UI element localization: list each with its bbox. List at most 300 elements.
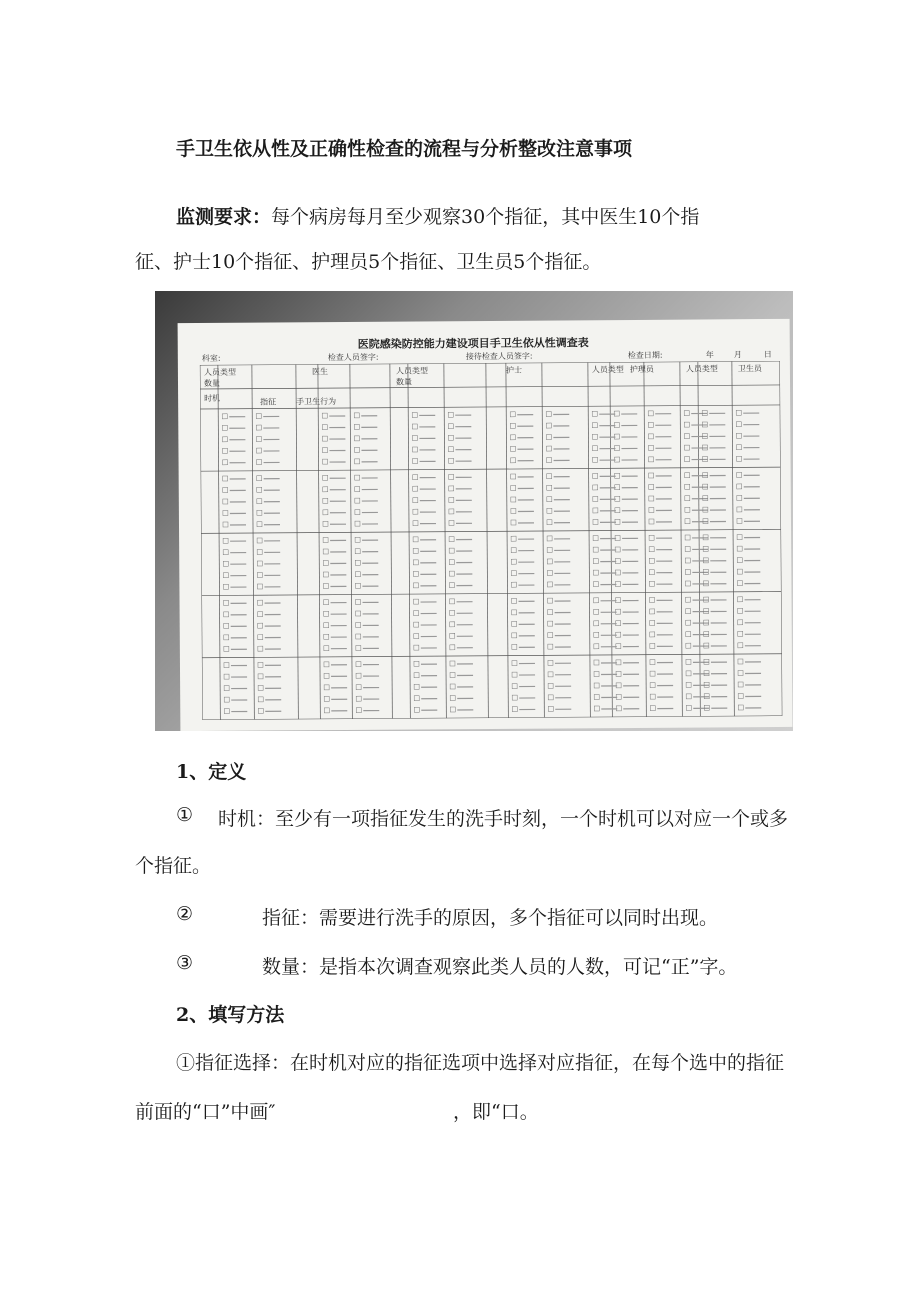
form-checkbox <box>413 583 418 588</box>
form-checkbox <box>738 608 743 613</box>
form-checkbox <box>685 496 690 501</box>
form-checkbox <box>686 597 691 602</box>
form-checkbox <box>686 659 691 664</box>
form-checkbox <box>449 474 454 479</box>
form-checkbox <box>414 673 419 678</box>
form-checkbox <box>511 497 516 502</box>
form-checkbox <box>413 521 418 526</box>
form-checkbox <box>510 435 515 440</box>
form-checkbox <box>356 634 361 639</box>
form-checkbox <box>323 510 328 515</box>
form-checkbox <box>593 457 598 462</box>
form-grid-line <box>610 362 612 717</box>
form-checkbox <box>650 643 655 648</box>
form-checkbox <box>685 507 690 512</box>
form-checkbox <box>592 411 597 416</box>
form-checkbox <box>324 662 329 667</box>
form-checkbox <box>258 635 263 640</box>
form-checkbox <box>738 631 743 636</box>
nurse-header: 护士 <box>505 365 522 375</box>
form-checkbox <box>324 634 329 639</box>
form-checkbox <box>548 598 553 603</box>
date-label: 检查日期: <box>627 350 663 360</box>
form-grid-line <box>202 716 782 720</box>
form-checkbox <box>450 645 455 650</box>
form-checkbox <box>324 611 329 616</box>
form-checkbox <box>224 697 229 702</box>
form-checkbox <box>650 620 655 625</box>
form-checkbox <box>686 620 691 625</box>
form-checkbox <box>548 633 553 638</box>
indication-col-header: 指征 <box>260 397 277 407</box>
form-checkbox <box>512 672 517 677</box>
form-checkbox <box>323 572 328 577</box>
form-checkbox <box>686 694 691 699</box>
form-checkbox <box>356 685 361 690</box>
form-checkbox <box>224 709 229 714</box>
form-checkbox <box>414 622 419 627</box>
form-checkbox <box>738 682 743 687</box>
form-checkbox <box>684 434 689 439</box>
form-checkbox <box>449 509 454 514</box>
form-checkbox <box>355 572 360 577</box>
form-checkbox <box>412 447 417 452</box>
form-checkbox <box>413 560 418 565</box>
staff-type-label-doctor: 人员类型 <box>203 367 236 377</box>
item1-text-line2: 个指征。 <box>135 855 212 877</box>
item1-marker: ① <box>176 804 194 826</box>
form-checkbox <box>355 537 360 542</box>
requirement-paragraph <box>176 202 699 229</box>
form-checkbox <box>512 633 517 638</box>
form-grid-line <box>318 364 320 719</box>
form-checkbox <box>650 597 655 602</box>
form-grid-line <box>506 363 508 718</box>
form-checkbox <box>685 484 690 489</box>
form-checkbox <box>324 623 329 628</box>
form-checkbox <box>547 474 552 479</box>
form-checkbox <box>224 612 229 617</box>
action-col-header: 手卫生行为 <box>296 397 337 407</box>
form-checkbox <box>593 559 598 564</box>
form-checkbox <box>322 413 327 418</box>
form-grid-line <box>200 365 202 720</box>
method-text-line1: ①指征选择：在时机对应的指征选项中选择对应指征，在每个选中的指征 <box>176 1052 785 1074</box>
form-checkbox <box>685 473 690 478</box>
item2-text: 指征：需要进行洗手的原因，多个指征可以同时出现。 <box>262 907 719 929</box>
form-checkbox <box>322 425 327 430</box>
form-checkbox <box>593 508 598 513</box>
form-checkbox <box>512 684 517 689</box>
form-checkbox <box>356 662 361 667</box>
requirement-text-line2: 征、护士10个指征、护理员5个指征、卫生员5个指征。 <box>135 251 602 273</box>
form-checkbox <box>685 519 690 524</box>
form-checkbox <box>324 646 329 651</box>
form-checkbox <box>512 644 517 649</box>
form-checkbox <box>223 561 228 566</box>
form-checkbox <box>256 425 261 430</box>
form-checkbox <box>650 660 655 665</box>
form-checkbox <box>593 570 598 575</box>
form-checkbox <box>222 448 227 453</box>
form-checkbox <box>257 538 262 543</box>
form-checkbox <box>592 423 597 428</box>
form-checkbox <box>737 456 742 461</box>
form-checkbox <box>356 645 361 650</box>
form-grid-line <box>644 362 646 717</box>
form-checkbox <box>738 597 743 602</box>
form-checkbox <box>593 547 598 552</box>
form-checkbox <box>354 413 359 418</box>
form-checkbox <box>450 707 455 712</box>
document-title: 手卫生依从性及正确性检查的流程与分析整改注意事项 <box>176 138 633 160</box>
form-checkbox <box>649 457 654 462</box>
form-checkbox <box>450 633 455 638</box>
form-checkbox <box>323 583 328 588</box>
form-checkbox <box>257 460 262 465</box>
count-label-nurse: 数量 <box>395 377 413 387</box>
form-checkbox <box>547 570 552 575</box>
form-table <box>200 361 782 720</box>
survey-form-paper <box>178 319 793 731</box>
form-checkbox <box>450 622 455 627</box>
form-grid-line <box>252 365 254 720</box>
form-checkbox <box>737 495 742 500</box>
form-checkbox <box>322 436 327 441</box>
form-checkbox <box>546 435 551 440</box>
form-checkbox <box>548 621 553 626</box>
form-checkbox <box>224 623 229 628</box>
form-checkbox <box>414 696 419 701</box>
form-checkbox <box>547 485 552 490</box>
form-checkbox <box>593 582 598 587</box>
staff-type-label-caregiver: 人员类型 <box>591 365 624 375</box>
form-checkbox <box>355 521 360 526</box>
form-checkbox <box>548 706 553 711</box>
form-checkbox <box>592 446 597 451</box>
form-checkbox <box>356 673 361 678</box>
form-checkbox <box>354 424 359 429</box>
form-checkbox <box>548 683 553 688</box>
form-checkbox <box>413 498 418 503</box>
form-checkbox <box>737 518 742 523</box>
form-checkbox <box>355 549 360 554</box>
form-checkbox <box>512 610 517 615</box>
form-checkbox <box>450 610 455 615</box>
form-checkbox <box>448 447 453 452</box>
form-checkbox <box>685 457 690 462</box>
form-grid-line <box>444 363 446 718</box>
form-checkbox <box>256 448 261 453</box>
form-checkbox <box>594 644 599 649</box>
form-checkbox <box>510 423 515 428</box>
form-checkbox <box>649 508 654 513</box>
form-grid-line <box>202 654 782 658</box>
form-checkbox <box>594 706 599 711</box>
form-checkbox <box>414 707 419 712</box>
form-checkbox <box>414 634 419 639</box>
form-checkbox <box>686 682 691 687</box>
form-checkbox <box>737 535 742 540</box>
form-checkbox <box>258 662 263 667</box>
year-label: 年 <box>705 350 714 360</box>
form-checkbox <box>736 433 741 438</box>
form-checkbox <box>257 522 262 527</box>
form-checkbox <box>686 705 691 710</box>
form-checkbox <box>511 559 516 564</box>
form-checkbox <box>650 609 655 614</box>
form-checkbox <box>450 696 455 701</box>
form-checkbox <box>738 694 743 699</box>
form-checkbox <box>685 569 690 574</box>
form-checkbox <box>224 674 229 679</box>
form-checkbox <box>547 582 552 587</box>
form-checkbox <box>512 707 517 712</box>
form-checkbox <box>592 434 597 439</box>
form-checkbox <box>324 685 329 690</box>
form-checkbox <box>449 583 454 588</box>
timing-col-header: 时机 <box>204 393 221 403</box>
form-checkbox <box>257 487 262 492</box>
form-checkbox <box>512 621 517 626</box>
form-checkbox <box>547 547 552 552</box>
method-text-line2a: 前面的“口”中画″ <box>135 1101 276 1123</box>
form-checkbox <box>736 445 741 450</box>
form-checkbox <box>736 422 741 427</box>
form-checkbox <box>224 646 229 651</box>
form-checkbox <box>738 705 743 710</box>
form-checkbox <box>685 535 690 540</box>
form-checkbox <box>649 570 654 575</box>
form-checkbox <box>258 697 263 702</box>
form-checkbox <box>223 499 228 504</box>
form-checkbox <box>685 581 690 586</box>
form-checkbox <box>736 410 741 415</box>
form-checkbox <box>511 508 516 513</box>
form-checkbox <box>511 485 516 490</box>
inspector-label: 检查人员签字: <box>327 352 379 363</box>
form-checkbox <box>449 548 454 553</box>
form-checkbox <box>546 423 551 428</box>
form-checkbox <box>737 484 742 489</box>
form-grid-line <box>486 363 488 718</box>
form-checkbox <box>356 611 361 616</box>
form-checkbox <box>323 459 328 464</box>
form-checkbox <box>594 621 599 626</box>
form-checkbox <box>356 708 361 713</box>
form-checkbox <box>414 599 419 604</box>
form-checkbox <box>412 412 417 417</box>
form-checkbox <box>258 708 263 713</box>
form-checkbox <box>546 446 551 451</box>
form-checkbox <box>323 521 328 526</box>
form-checkbox <box>547 559 552 564</box>
form-checkbox <box>258 646 263 651</box>
form-title: 医院感染防控能力建设项目手卫生依从性调查表 <box>357 336 589 351</box>
form-checkbox <box>413 548 418 553</box>
form-checkbox <box>450 599 455 604</box>
form-grid-line <box>201 592 781 596</box>
form-checkbox <box>449 537 454 542</box>
staff-type-label-cleaner: 人员类型 <box>685 364 718 374</box>
form-checkbox <box>324 696 329 701</box>
form-checkbox <box>648 434 653 439</box>
form-checkbox <box>511 548 516 553</box>
form-checkbox <box>224 635 229 640</box>
form-checkbox <box>257 584 262 589</box>
form-checkbox <box>511 582 516 587</box>
form-checkbox <box>354 436 359 441</box>
form-checkbox <box>323 475 328 480</box>
form-checkbox <box>511 536 516 541</box>
receiver-label: 接待检查人员签字: <box>465 351 533 362</box>
form-checkbox <box>355 498 360 503</box>
form-checkbox <box>222 414 227 419</box>
count-label-doctor: 数量 <box>203 378 221 388</box>
section1-heading: 1、定义 <box>176 761 247 783</box>
form-checkbox <box>737 472 742 477</box>
form-checkbox <box>449 560 454 565</box>
form-checkbox <box>224 686 229 691</box>
form-checkbox <box>258 600 263 605</box>
form-checkbox <box>412 424 417 429</box>
form-checkbox <box>412 435 417 440</box>
form-checkbox <box>414 661 419 666</box>
form-checkbox <box>511 474 516 479</box>
form-checkbox <box>222 437 227 442</box>
form-grid-line <box>201 467 781 471</box>
form-checkbox <box>547 508 552 513</box>
form-checkbox <box>223 476 228 481</box>
form-checkbox <box>738 671 743 676</box>
form-checkbox <box>738 643 743 648</box>
form-checkbox <box>450 673 455 678</box>
form-checkbox <box>649 496 654 501</box>
form-checkbox <box>650 706 655 711</box>
form-checkbox <box>594 683 599 688</box>
form-checkbox <box>546 412 551 417</box>
form-checkbox <box>737 558 742 563</box>
form-checkbox <box>223 584 228 589</box>
form-checkbox <box>449 520 454 525</box>
form-checkbox <box>355 459 360 464</box>
form-checkbox <box>648 411 653 416</box>
form-checkbox <box>323 560 328 565</box>
form-checkbox <box>258 674 263 679</box>
form-checkbox <box>511 458 516 463</box>
item3-marker: ③ <box>176 952 194 974</box>
form-checkbox <box>738 620 743 625</box>
survey-form-photo <box>155 291 793 731</box>
form-checkbox <box>548 695 553 700</box>
form-checkbox <box>258 623 263 628</box>
form-checkbox <box>548 660 553 665</box>
cleaner-header: 卫生员 <box>737 364 762 374</box>
form-checkbox <box>594 609 599 614</box>
form-checkbox <box>548 644 553 649</box>
day-label: 日 <box>763 349 772 360</box>
form-checkbox <box>548 672 553 677</box>
form-checkbox <box>257 499 262 504</box>
form-checkbox <box>355 487 360 492</box>
item2-marker: ② <box>176 903 194 925</box>
form-checkbox <box>512 695 517 700</box>
form-grid-line <box>200 385 780 389</box>
staff-type-label-nurse: 人员类型 <box>395 366 428 376</box>
form-checkbox <box>448 412 453 417</box>
method-text-line2b: ，即“口。 <box>453 1101 539 1123</box>
form-checkbox <box>512 598 517 603</box>
form-checkbox <box>257 476 262 481</box>
form-checkbox <box>649 547 654 552</box>
form-checkbox <box>223 522 228 527</box>
section2-heading: 2、填写方法 <box>176 1004 285 1026</box>
form-checkbox <box>650 632 655 637</box>
form-checkbox <box>356 622 361 627</box>
form-checkbox <box>414 684 419 689</box>
form-checkbox <box>223 538 228 543</box>
form-checkbox <box>594 660 599 665</box>
form-checkbox <box>594 632 599 637</box>
form-grid-line <box>542 363 544 718</box>
form-checkbox <box>450 684 455 689</box>
form-checkbox <box>323 549 328 554</box>
form-checkbox <box>258 685 263 690</box>
form-checkbox <box>323 487 328 492</box>
form-checkbox <box>685 546 690 551</box>
form-checkbox <box>512 661 517 666</box>
form-checkbox <box>649 535 654 540</box>
form-checkbox <box>355 510 360 515</box>
form-checkbox <box>223 487 228 492</box>
form-checkbox <box>414 611 419 616</box>
form-checkbox <box>649 519 654 524</box>
form-checkbox <box>449 486 454 491</box>
form-checkbox <box>413 537 418 542</box>
form-grid-line <box>732 361 734 716</box>
form-checkbox <box>650 683 655 688</box>
form-checkbox <box>649 485 654 490</box>
form-checkbox <box>650 694 655 699</box>
form-checkbox <box>649 558 654 563</box>
form-checkbox <box>448 424 453 429</box>
form-checkbox <box>356 696 361 701</box>
form-checkbox <box>648 422 653 427</box>
requirement-text-line1: 每个病房每月至少观察30个指征，其中医生10个指 <box>271 206 700 228</box>
form-checkbox <box>324 708 329 713</box>
form-checkbox <box>449 497 454 502</box>
month-label: 月 <box>733 350 742 360</box>
form-grid-line <box>408 364 410 719</box>
form-grid-line <box>780 361 782 716</box>
form-checkbox <box>223 550 228 555</box>
form-checkbox <box>737 569 742 574</box>
form-checkbox <box>686 643 691 648</box>
form-checkbox <box>737 581 742 586</box>
form-checkbox <box>450 661 455 666</box>
caregiver-header: 护理员 <box>629 364 654 374</box>
form-checkbox <box>684 411 689 416</box>
form-checkbox <box>548 610 553 615</box>
form-checkbox <box>413 475 418 480</box>
form-checkbox <box>355 583 360 588</box>
form-checkbox <box>257 549 262 554</box>
form-checkbox <box>257 572 262 577</box>
form-grid-line <box>698 362 700 717</box>
form-checkbox <box>414 645 419 650</box>
form-checkbox <box>413 571 418 576</box>
form-checkbox <box>547 497 552 502</box>
